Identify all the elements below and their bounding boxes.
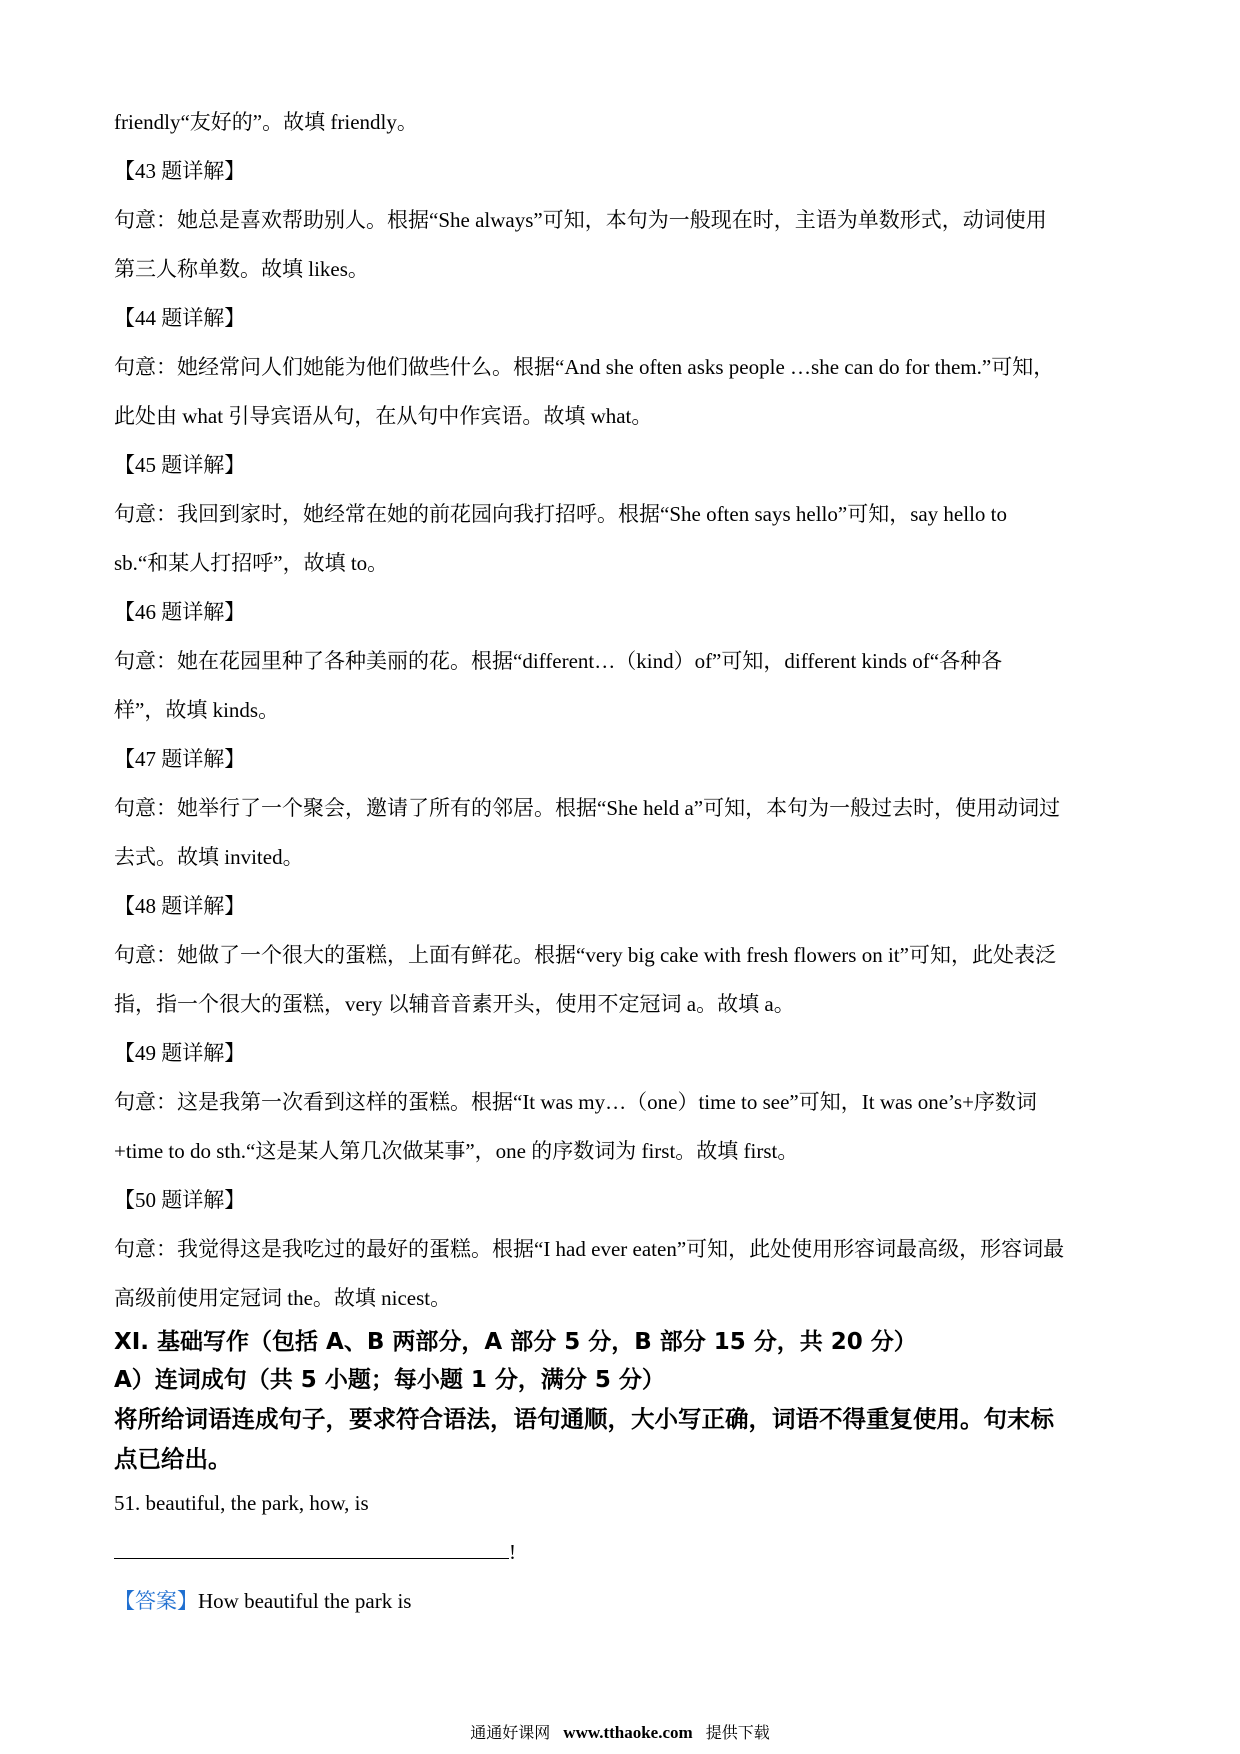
question-heading: 【47 题详解】 xyxy=(114,747,246,771)
answer-blank-row xyxy=(114,1528,1134,1577)
explanation-text: friendly“友好的”。故填 friendly。 xyxy=(114,110,418,134)
footer-site-name: 通通好课网 xyxy=(470,1723,551,1742)
question-heading: 【45 题详解】 xyxy=(114,453,246,477)
question-heading: 【48 题详解】 xyxy=(114,894,246,918)
answer-row xyxy=(114,1577,1134,1626)
answer-tag: 【答案】 xyxy=(114,1589,198,1613)
instruction-line-1: 将所给词语连成句子，要求符合语法，语句通顺，大小写正确，词语不得重复使用。句末标 xyxy=(114,1405,1054,1433)
question-prompt: 51. beautiful, the park, how, is xyxy=(114,1491,369,1515)
instruction-line-2: 点已给出。 xyxy=(114,1445,232,1473)
explanation-text: 句意：我回到家时，她经常在她的前花园向我打招呼。根据“She often says hello”可知，say hello to xyxy=(114,502,1008,526)
explanation-lines xyxy=(114,98,1134,1323)
page-footer xyxy=(0,1720,1240,1743)
explanation-text: 句意：她在花园里种了各种美丽的花。根据“different…（kind）of”可知，different kinds of“各种各 xyxy=(114,649,1003,673)
explanation-text: 样”，故填 kinds。 xyxy=(114,698,280,722)
explanation-text: 句意：她做了一个很大的蛋糕，上面有鲜花。根据“very big cake with fresh flowers on it”可知，此处表泛 xyxy=(114,943,1056,967)
explanation-text: 句意：这是我第一次看到这样的蛋糕。根据“It was my…（one）time to see”可知，It was one’s+序数词 xyxy=(114,1090,1037,1114)
explanation-text: 此处由 what 引导宾语从句，在从句中作宾语。故填 what。 xyxy=(114,404,653,428)
explanation-text: 句意：她总是喜欢帮助别人。根据“She always”可知，本句为一般现在时，主语为单数形式，动词使用 xyxy=(114,208,1047,232)
section-title: XI. 基础写作（包括 A、B 两部分，A 部分 5 分，B 部分 15 分，共 20 分） xyxy=(114,1329,917,1355)
footer-suffix: 提供下载 xyxy=(705,1723,770,1742)
explanation-text: 高级前使用定冠词 the。故填 nicest。 xyxy=(114,1286,452,1310)
section-subtitle: A）连词成句（共 5 小题；每小题 1 分，满分 5 分） xyxy=(114,1367,665,1393)
explanation-text: 句意：她举行了一个聚会，邀请了所有的邻居。根据“She held a”可知，本句为一般过去时，使用动词过 xyxy=(114,796,1061,820)
answer-text: How beautiful the park is xyxy=(198,1589,412,1613)
explanation-text: 句意：我觉得这是我吃过的最好的蛋糕。根据“I had ever eaten”可知，此处使用形容词最高级，形容词最 xyxy=(114,1237,1065,1261)
explanation-text: sb.“和某人打招呼”，故填 to。 xyxy=(114,551,389,575)
explanation-text: 去式。故填 invited。 xyxy=(114,845,304,869)
question-heading: 【44 题详解】 xyxy=(114,306,246,330)
explanation-text: 句意：她经常问人们她能为他们做些什么。根据“And she often asks people …she can do for them.”可知， xyxy=(114,355,1055,379)
footer-url[interactable]: www.tthaoke.com xyxy=(563,1723,693,1742)
question-heading: 【46 题详解】 xyxy=(114,600,246,624)
explanation-text: +time to do sth.“这是某人第几次做某事”，one 的序数词为 first。故填 first。 xyxy=(114,1139,799,1163)
document-body xyxy=(114,98,1134,1626)
answer-blank[interactable] xyxy=(114,1528,509,1559)
question-heading: 【43 题详解】 xyxy=(114,159,246,183)
explanation-text: 指，指一个很大的蛋糕，very 以辅音音素开头，使用不定冠词 a。故填 a。 xyxy=(114,992,795,1016)
question-heading: 【49 题详解】 xyxy=(114,1041,246,1065)
explanation-text: 第三人称单数。故填 likes。 xyxy=(114,257,369,281)
blank-end-punctuation: ! xyxy=(509,1540,516,1564)
question-heading: 【50 题详解】 xyxy=(114,1188,246,1212)
